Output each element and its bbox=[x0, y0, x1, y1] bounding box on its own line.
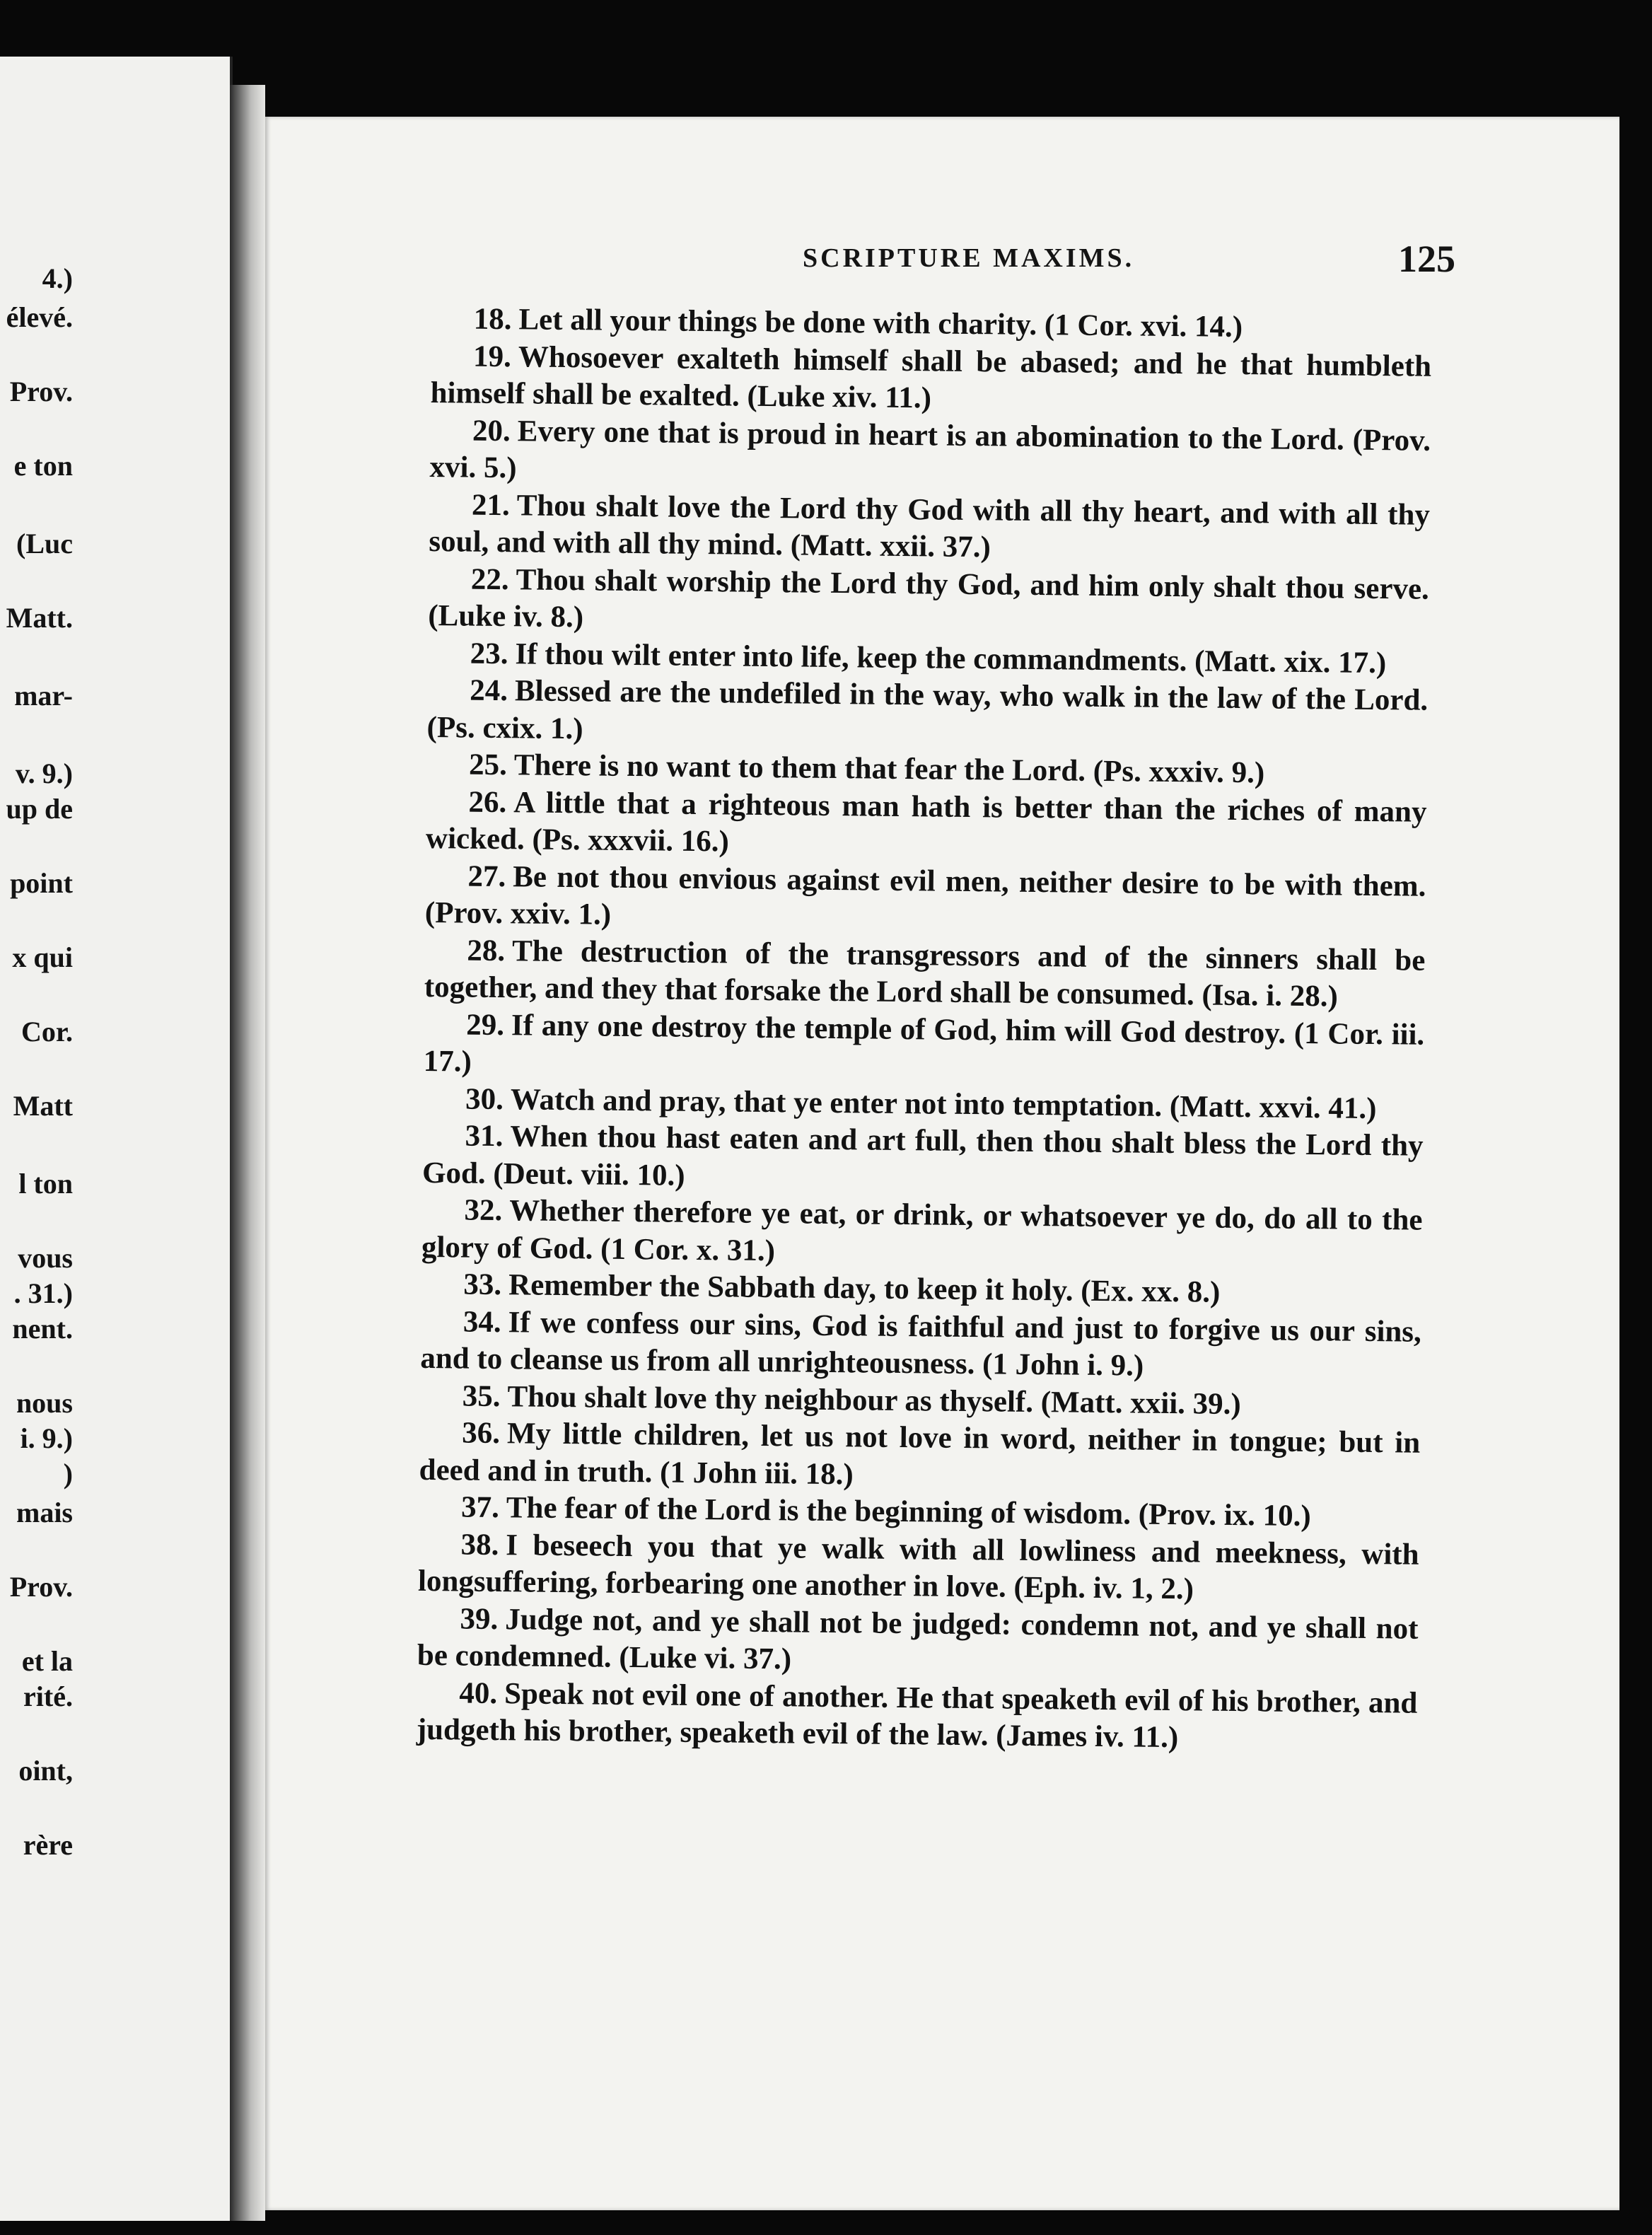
maxim-39: 39. Judge not, and ye shall not be judged: condemn not, and ye shall not be condemned. (Luke vi. 37.) bbox=[417, 1602, 1419, 1676]
left-page-fragment: 4.) bbox=[42, 262, 73, 294]
maxim-23: 23. If thou wilt enter into life, keep the commandments. (Matt. xix. 17.) bbox=[470, 637, 1387, 680]
maxim-40: 40. Speak not evil one of another. He that speaketh evil of his brother, and judgeth his brother, speaketh evil of the law. (James iv. 11.) bbox=[416, 1676, 1418, 1755]
left-page-fragment: nent. bbox=[12, 1313, 73, 1345]
previous-page-edge bbox=[0, 57, 233, 2221]
left-page-fragment: (Luc bbox=[16, 528, 73, 559]
left-page-fragment: mar- bbox=[14, 680, 73, 712]
left-page-fragment: et la bbox=[21, 1645, 73, 1677]
maxims-list bbox=[417, 301, 1432, 1759]
left-page-fragment: Matt bbox=[13, 1090, 73, 1122]
page-number: 125 bbox=[1398, 238, 1455, 280]
left-page-fragment: e ton bbox=[13, 450, 73, 482]
maxim-36: 36. My little children, let us not love in word, neither in tongue; but in deed and in truth. (1 John iii. 18.) bbox=[419, 1416, 1421, 1491]
left-page-fragment: vous bbox=[18, 1242, 73, 1274]
page-header bbox=[265, 237, 1619, 279]
left-page-fragment: x qui bbox=[12, 941, 73, 973]
left-page-fragment: oint, bbox=[18, 1755, 73, 1787]
left-page-fragment: rité. bbox=[23, 1680, 73, 1712]
book-page bbox=[265, 117, 1619, 2210]
maxim-27: 27. Be not thou envious against evil men, neither desire to be with them. (Prov. xxiv. 1.) bbox=[424, 859, 1426, 931]
maxim-37: 37. The fear of the Lord is the beginning of wisdom. (Prov. ix. 10.) bbox=[460, 1490, 1312, 1533]
maxim-18: 18. Let all your things be done with charity. (1 Cor. xvi. 14.) bbox=[473, 302, 1243, 344]
left-page-fragment: ) bbox=[63, 1458, 73, 1490]
left-page-fragment: point bbox=[10, 867, 73, 899]
maxim-33: 33. Remember the Sabbath day, to keep it holy. (Ex. xx. 8.) bbox=[463, 1267, 1221, 1309]
left-page-fragment: i. 9.) bbox=[20, 1422, 73, 1454]
maxim-22: 22. Thou shalt worship the Lord thy God, and him only shalt thou serve. (Luke iv. 8.) bbox=[428, 562, 1430, 634]
running-head: SCRIPTURE MAXIMS. bbox=[803, 243, 1135, 273]
maxim-20: 20. Every one that is proud in heart is an abomination to the Lord. (Prov. xvi. 5.) bbox=[429, 414, 1431, 485]
maxim-26: 26. A little that a righteous man hath is better than the riches of many wicked. (Ps. xxxvii. 16.) bbox=[425, 785, 1427, 859]
maxim-19: 19. Whosoever exalteth himself shall be abased; and he that humbleth himself shall be exalted. (Luke xiv. 11.) bbox=[430, 339, 1432, 415]
maxim-35: 35. Thou shalt love thy neighbour as thyself. (Matt. xxii. 39.) bbox=[462, 1379, 1241, 1421]
left-page-fragment: l ton bbox=[18, 1168, 73, 1200]
left-page-fragment: Cor. bbox=[21, 1016, 73, 1047]
maxim-30: 30. Watch and pray, that ye enter not into temptation. (Matt. xxvi. 41.) bbox=[465, 1082, 1377, 1125]
left-page-fragment: up de bbox=[6, 793, 73, 825]
left-page-fragment: élevé. bbox=[6, 301, 73, 333]
maxim-21: 21. Thou shalt love the Lord thy God with all thy heart, and with all thy soul, and with all thy mind. (Matt. xxii. 37.) bbox=[429, 488, 1431, 564]
left-page-fragment: Prov. bbox=[9, 376, 73, 407]
left-page-fragment: nous bbox=[16, 1387, 73, 1419]
left-page-fragment: Matt. bbox=[6, 602, 73, 634]
book-gutter bbox=[230, 85, 265, 2221]
left-page-fragment: mais bbox=[16, 1497, 73, 1528]
maxim-32: 32. Whether therefore ye eat, or drink, or whatsoever ye do, do all to the glory of God. (1 Cor. x. 31.) bbox=[421, 1193, 1423, 1267]
left-page-fragment: rère bbox=[23, 1829, 73, 1861]
maxim-29: 29. If any one destroy the temple of God, him will God destroy. (1 Cor. iii. 17.) bbox=[423, 1008, 1425, 1079]
maxim-31: 31. When thou hast eaten and art full, then thou shalt bless the Lord thy God. (Deut. viii. 10.) bbox=[421, 1119, 1424, 1192]
left-page-fragment: Prov. bbox=[9, 1571, 73, 1603]
maxim-28: 28. The destruction of the transgressors and of the sinners shall be together, and they that forsake the Lord shall be consumed. (Isa. i. 28.) bbox=[424, 934, 1426, 1014]
maxim-38: 38. I beseech you that ye walk with all lowliness and meekness, with longsuffering, forbearing one another in love. (Eph. iv. 1, 2.) bbox=[417, 1528, 1419, 1606]
maxim-24: 24. Blessed are the undefiled in the way, who walk in the law of the Lord. (Ps. cxix. 1.) bbox=[426, 673, 1429, 745]
left-page-fragment: . 31.) bbox=[13, 1277, 73, 1309]
maxim-34: 34. If we confess our sins, God is faithful and just to forgive us our sins, and to cleanse us from all unrighteousness. (1 John i. 9.) bbox=[420, 1305, 1422, 1383]
maxim-25: 25. There is no want to them that fear the Lord. (Ps. xxxiv. 9.) bbox=[468, 748, 1265, 790]
left-page-fragment: v. 9.) bbox=[15, 757, 73, 789]
